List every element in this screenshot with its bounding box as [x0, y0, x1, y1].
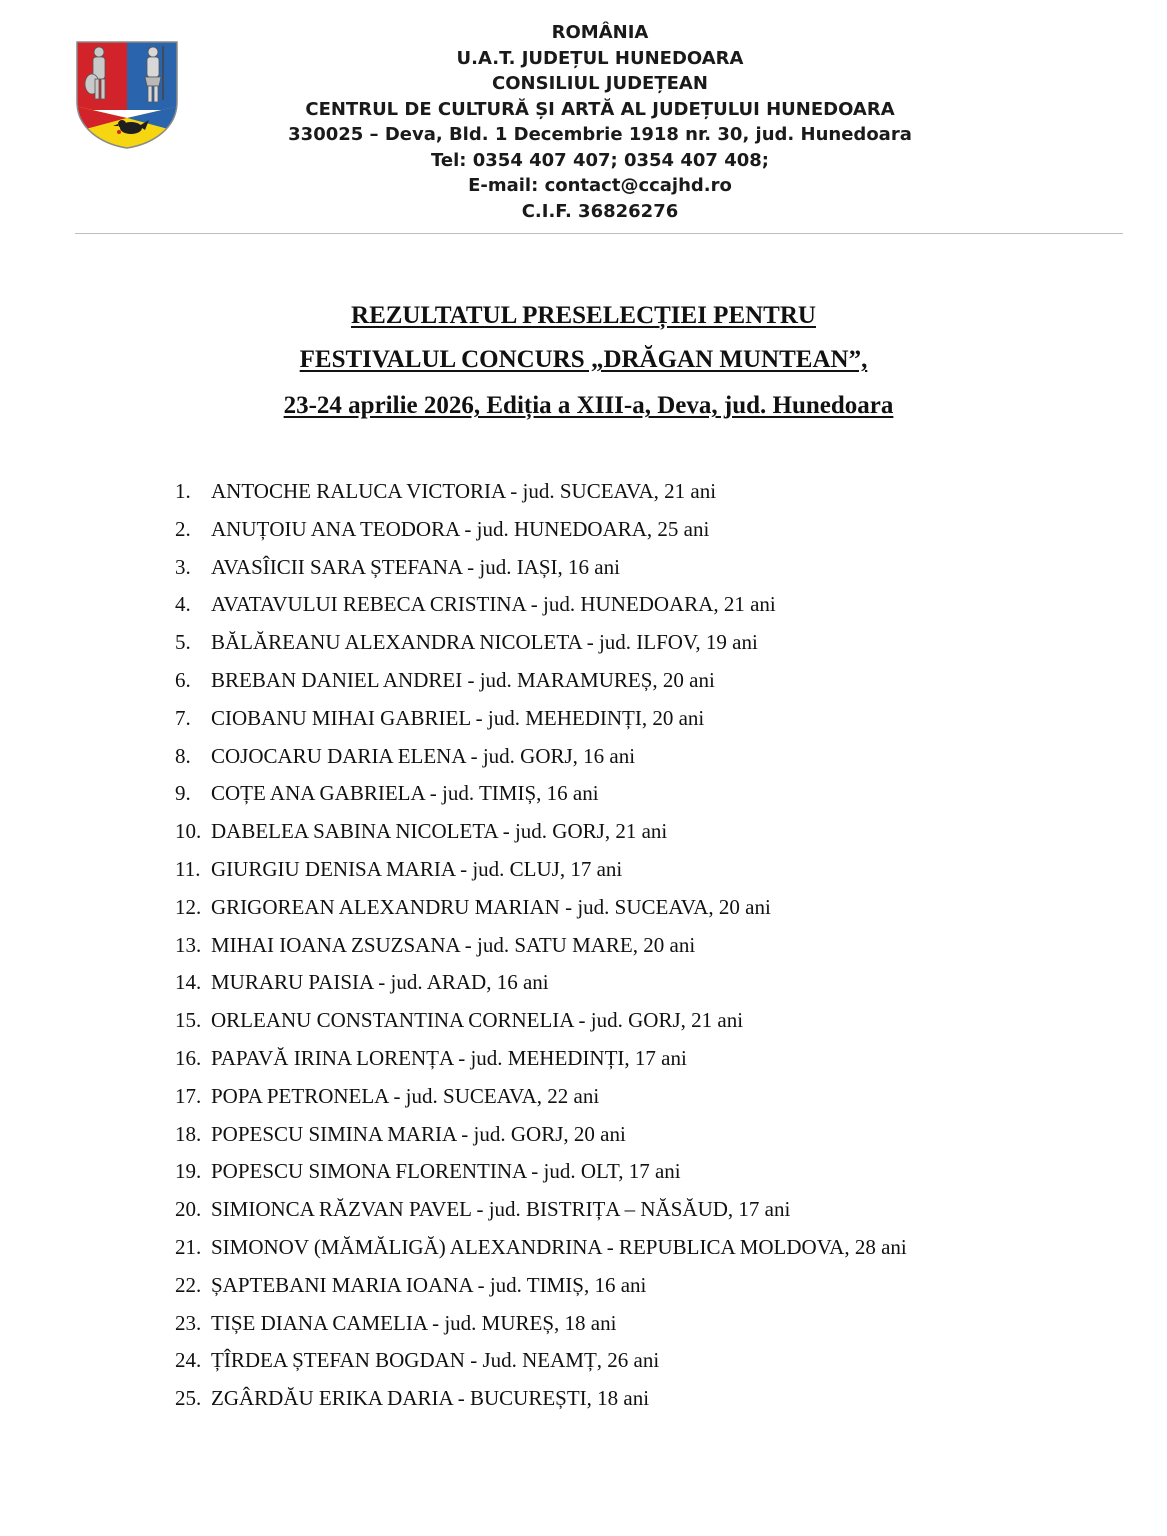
list-item-text: AVATAVULUI REBECA CRISTINA - jud. HUNEDOARA, 21 ani: [211, 592, 776, 617]
list-item: [175, 1309, 907, 1347]
list-item-text: CIOBANU MIHAI GABRIEL - jud. MEHEDINȚI, 20 ani: [211, 705, 705, 730]
list-item-number: 20.: [175, 1197, 202, 1222]
fiscal-code: C.I.F. 36826276: [521, 200, 679, 222]
list-item-number: 7.: [175, 705, 191, 730]
list-item: [175, 1346, 907, 1384]
list-item-number: 14.: [175, 970, 202, 995]
address: 330025 – Deva, Bld. 1 Decembrie 1918 nr. 30, jud. Hunedoara: [288, 124, 912, 145]
list-item-number: 15.: [175, 1008, 202, 1033]
list-item-number: 23.: [175, 1310, 202, 1335]
list-item-text: SIMIONCA RĂZVAN PAVEL - jud. BISTRIȚA – NĂSĂUD, 17 ani: [211, 1197, 791, 1222]
list-item: [175, 666, 907, 704]
list-item-text: COȚE ANA GABRIELA - jud. TIMIȘ, 16 ani: [211, 781, 599, 806]
list-item: [175, 893, 907, 931]
list-item-number: 22.: [175, 1272, 202, 1297]
list-item: [175, 1006, 907, 1044]
list-item-number: 9.: [175, 781, 191, 806]
list-item-text: AVASÎICII SARA ȘTEFANA - jud. IAȘI, 16 ani: [211, 554, 620, 579]
list-item-number: 1.: [175, 479, 191, 503]
list-item: [175, 1384, 907, 1422]
list-item: [175, 1233, 907, 1271]
list-item-number: 13.: [175, 932, 202, 957]
list-item-text: ORLEANU CONSTANTINA CORNELIA - jud. GORJ, 21 ani: [211, 1008, 744, 1033]
list-item-number: 11.: [175, 856, 201, 881]
list-item-text: BREBAN DANIEL ANDREI - jud. MARAMUREȘ, 20 ani: [211, 667, 715, 692]
list-item-number: 3.: [175, 554, 191, 579]
list-item-text: COJOCARU DARIA ELENA - jud. GORJ, 16 ani: [211, 743, 636, 768]
list-item-number: 2.: [175, 516, 191, 541]
council-name: CONSILIUL JUDEȚEAN: [492, 73, 708, 94]
list-item: [175, 779, 907, 817]
list-item-number: 19.: [175, 1159, 202, 1184]
list-item: [175, 1044, 907, 1082]
list-item-number: 18.: [175, 1121, 202, 1146]
list-item-text: POPESCU SIMINA MARIA - jud. GORJ, 20 ani: [211, 1121, 626, 1146]
coat-of-arms-icon: [75, 40, 179, 150]
uat-name: U.A.T. JUDEȚUL HUNEDOARA: [456, 47, 744, 69]
list-item-number: 5.: [175, 630, 191, 655]
list-item-number: 12.: [175, 894, 202, 919]
list-item-number: 25.: [175, 1386, 202, 1411]
list-item: [175, 1271, 907, 1309]
list-item-text: ȘAPTEBANI MARIA IOANA - jud. TIMIȘ, 16 ani: [211, 1272, 647, 1297]
country-name: ROMÂNIA: [551, 22, 649, 43]
list-item-text: MIHAI IOANA ZSUZSANA - jud. SATU MARE, 20 ani: [211, 932, 696, 957]
email: E-mail: contact@ccajhd.ro: [468, 175, 732, 196]
list-item: [175, 1195, 907, 1233]
list-item-number: 10.: [175, 819, 202, 844]
list-item-number: 24.: [175, 1348, 202, 1373]
list-item-text: POPA PETRONELA - jud. SUCEAVA, 22 ani: [211, 1083, 600, 1108]
document-title-line-2: FESTIVALUL CONCURS „DRĂGAN MUNTEAN”,: [299, 346, 868, 373]
list-item-text: MURARU PAISIA - jud. ARAD, 16 ani: [211, 970, 549, 995]
list-item-number: 4.: [175, 592, 191, 617]
list-item-text: SIMONOV (MĂMĂLIGĂ) ALEXANDRINA - REPUBLICA MOLDOVA, 28 ani: [211, 1234, 907, 1259]
list-item-text: ZGÂRDĂU ERIKA DARIA - BUCUREȘTI, 18 ani: [211, 1386, 650, 1411]
list-item-number: 17.: [175, 1083, 202, 1108]
letterhead: [240, 20, 960, 224]
document-title-line-1: REZULTATUL PRESELECȚIEI PENTRU: [351, 302, 816, 329]
list-item: [175, 477, 907, 515]
list-item: [175, 968, 907, 1006]
document-title-line-3: 23-24 aprilie 2026, Ediția a XIII-a, Deva, jud. Hunedoara: [283, 392, 894, 419]
list-item-text: POPESCU SIMONA FLORENTINA - jud. OLT, 17 ani: [211, 1159, 681, 1184]
list-item-text: GRIGOREAN ALEXANDRU MARIAN - jud. SUCEAVA, 20 ani: [211, 894, 771, 919]
list-item: [175, 742, 907, 780]
list-item-text: BĂLĂREANU ALEXANDRA NICOLETA - jud. ILFOV, 19 ani: [211, 630, 758, 655]
list-item-number: 6.: [175, 667, 191, 692]
list-item: [175, 704, 907, 742]
list-item: [175, 515, 907, 553]
list-item-text: TIȘE DIANA CAMELIA - jud. MUREȘ, 18 ani: [211, 1310, 617, 1335]
list-item: [175, 817, 907, 855]
institution-name: CENTRUL DE CULTURĂ ȘI ARTĂ AL JUDEȚULUI HUNEDOARA: [305, 98, 895, 120]
list-item: [175, 590, 907, 628]
list-item-text: ANUȚOIU ANA TEODORA - jud. HUNEDOARA, 25 ani: [211, 516, 710, 541]
list-item: [175, 553, 907, 591]
list-item-number: 8.: [175, 743, 191, 768]
phone: Tel: 0354 407 407; 0354 407 408;: [431, 149, 769, 171]
list-item: [175, 931, 907, 969]
list-item: [175, 1157, 907, 1195]
header-divider: [75, 233, 1123, 234]
list-item-number: 21.: [175, 1234, 202, 1259]
list-item-text: ANTOCHE RALUCA VICTORIA - jud. SUCEAVA, 21 ani: [211, 479, 717, 503]
participant-list: [175, 477, 907, 1422]
list-item: [175, 1120, 907, 1158]
list-item-text: GIURGIU DENISA MARIA - jud. CLUJ, 17 ani: [211, 856, 623, 881]
list-item-text: ȚÎRDEA ȘTEFAN BOGDAN - Jud. NEAMȚ, 26 ani: [211, 1348, 660, 1373]
list-item: [175, 628, 907, 666]
list-item-text: PAPAVĂ IRINA LORENȚA - jud. MEHEDINȚI, 17 ani: [211, 1045, 687, 1070]
list-item: [175, 1082, 907, 1120]
list-item-number: 16.: [175, 1045, 202, 1070]
list-item: [175, 855, 907, 893]
list-item-text: DABELEA SABINA NICOLETA - jud. GORJ, 21 ani: [211, 819, 668, 844]
